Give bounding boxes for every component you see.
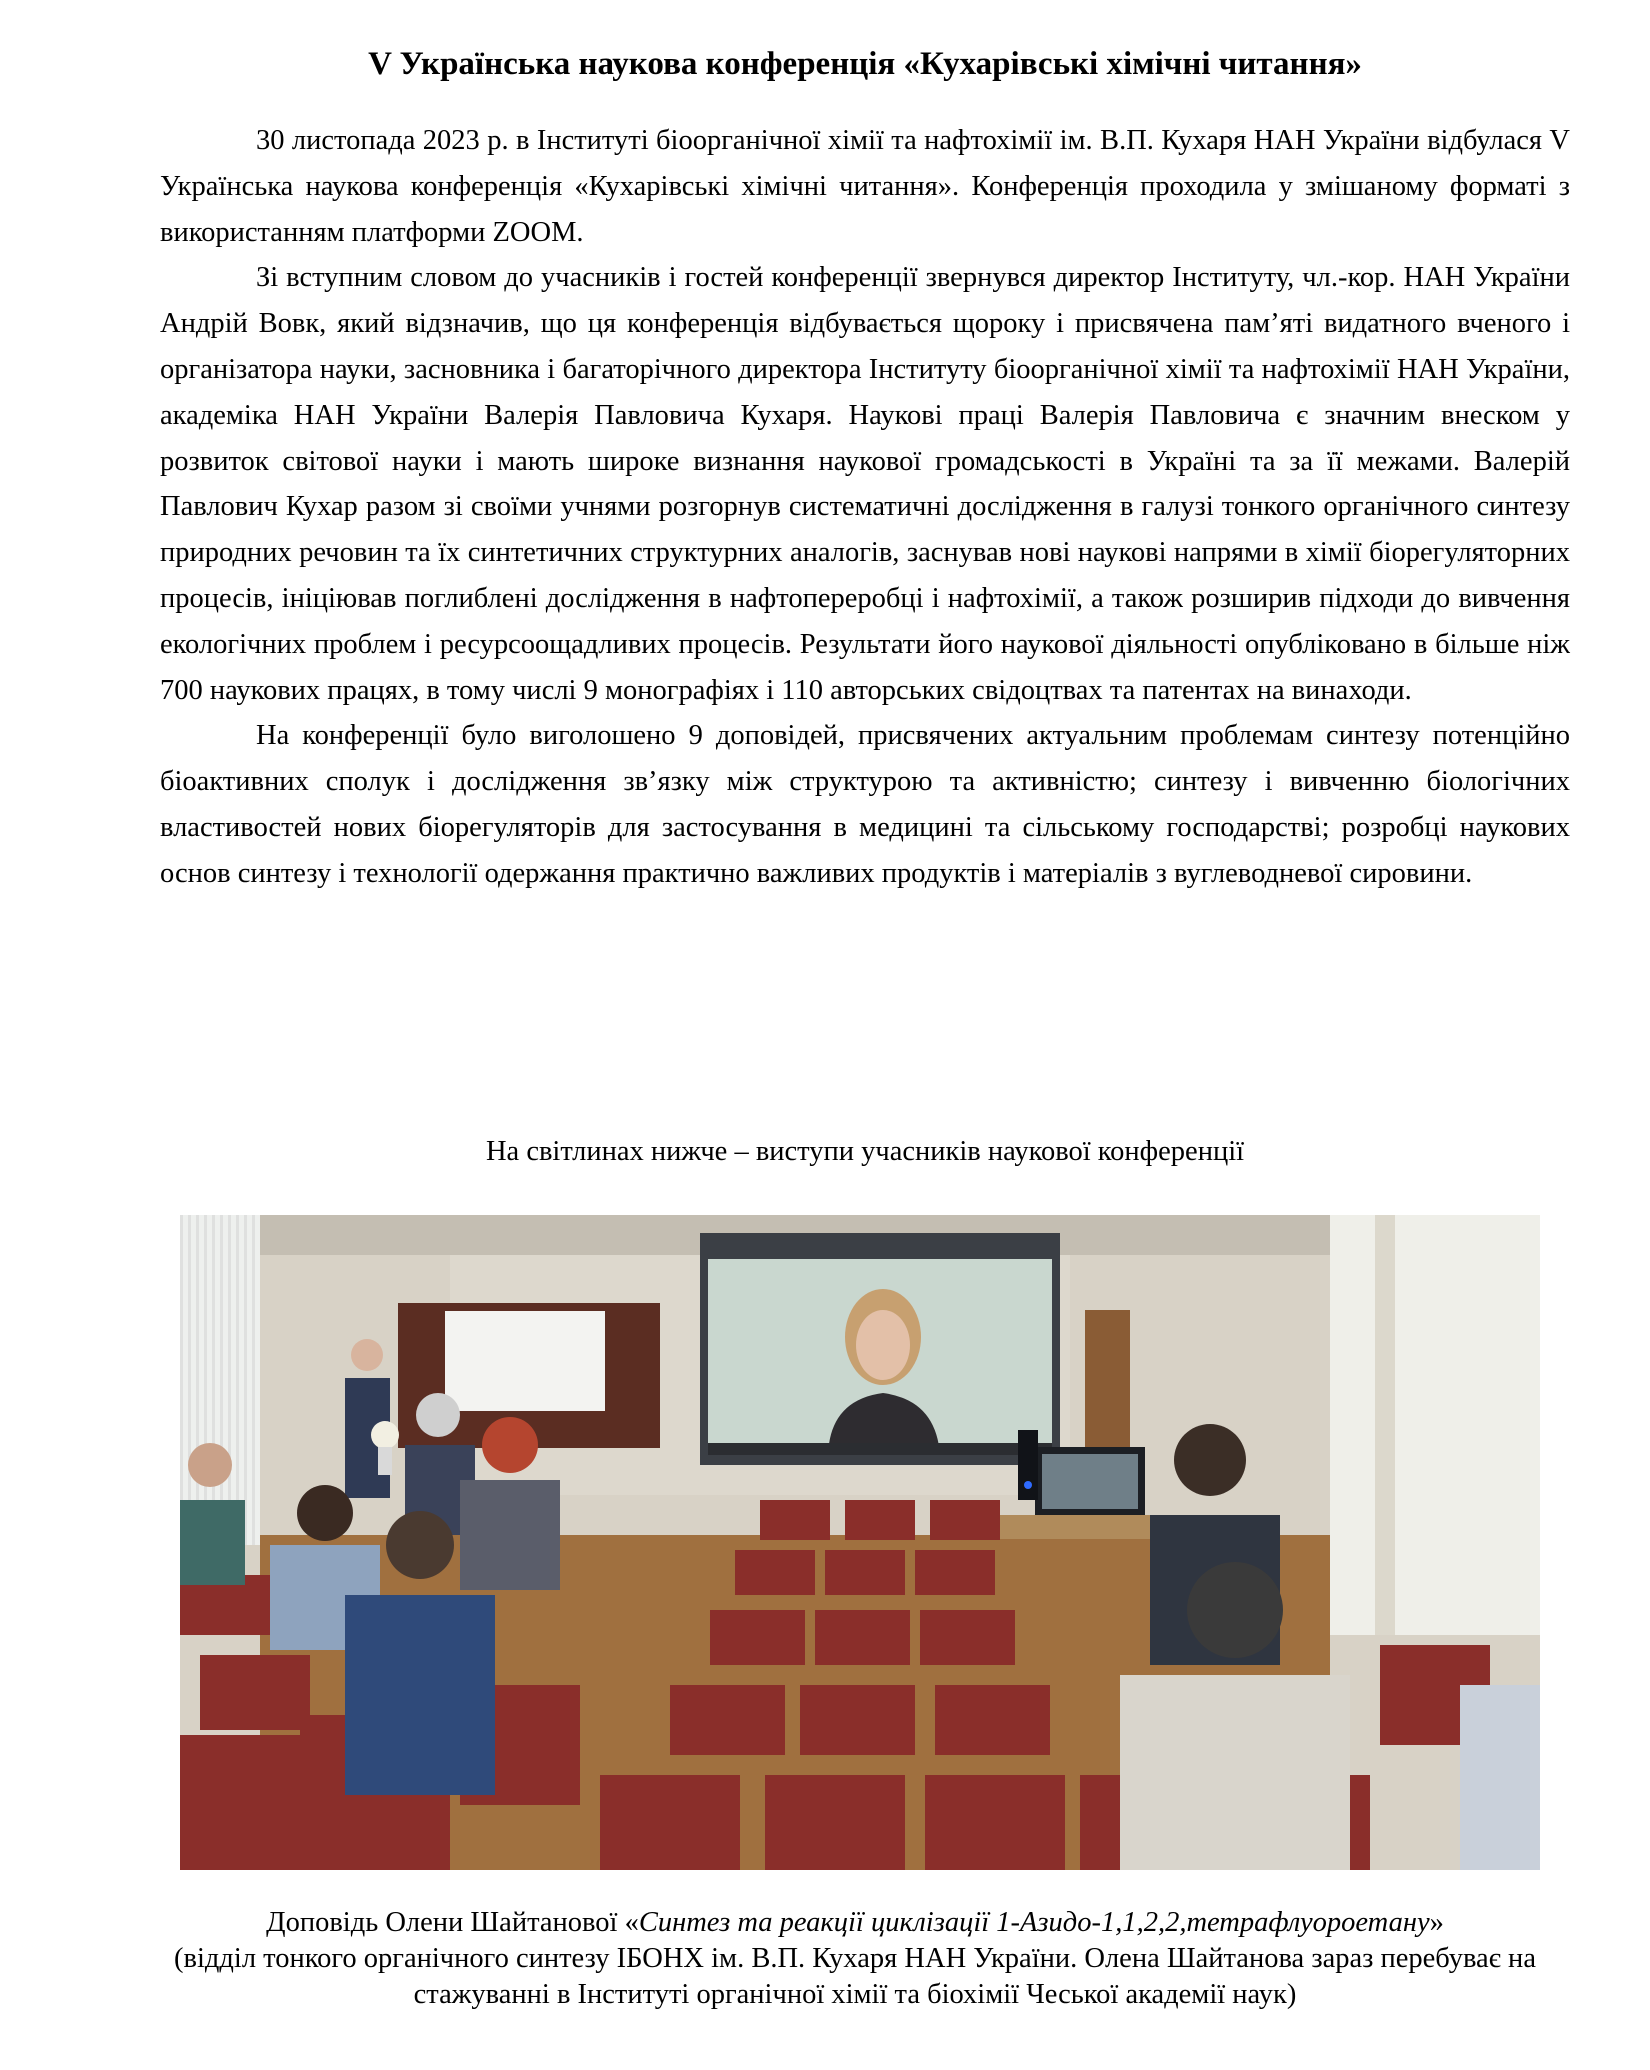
caption-italic-title: Синтез та реакції циклізації 1-Азидо-1,1,2,2,тетрафлуороетану bbox=[638, 1907, 1430, 1938]
caption-suffix: » bbox=[1429, 1907, 1444, 1938]
paragraph-3: На конференції було виголошено 9 доповідей, присвячених актуальним проблемам синтезу потенційно біоактивних сполук і дослідження зв’язку між структурою та активністю; синтезу і вивченню біологічних властивостей нових біорегуляторів для застосування в медицині та сільському господарстві; розробці наукових основ синтезу і технології одержання практично важливих продуктів і матеріалів з вуглеводневої сировини. bbox=[160, 720, 1570, 889]
caption-affiliation: (відділ тонкого органічного синтезу ІБОНХ ім. В.П. Кухаря НАН України. Олена Шайтанова зараз перебуває на стажуванні в Інституті органічної хімії та біохімії Чеської академії наук) bbox=[174, 1943, 1536, 2010]
paragraph-1: 30 листопада 2023 р. в Інституті біоорганічної хімії та нафтохімії ім. В.П. Кухаря НАН України відбулася V Українська наукова конференція «Кухарівські хімічні читання». Конференція проходила у змішаному форматі з використанням платформи ZOOM. bbox=[160, 125, 1570, 248]
paragraph-2: Зі вступним словом до учасників і гостей конференції звернувся директор Інституту, чл.-кор. НАН України Андрій Вовк, який відзначив, що ця конференція відбувається щороку і присвячена пам’яті видатного вченого і організатора науки, засновника і багаторічного директора Інституту біоорганічної хімії та нафтохімії НАН України, академіка НАН України Валерія Павловича Кухаря. Наукові праці Валерія Павловича є значним внеском у розвиток світової науки і мають широке визнання наукової громадськості в Україні та за її межами. Валерій Павлович Кухар разом зі своїми учнями розгорнув систематичні дослідження в галузі тонкого органічного синтезу природних речовин та їх синтетичних структурних аналогів, заснував нові наукові напрями в хімії біорегуляторних процесів, ініціював поглиблені дослідження в нафтопереробці і нафтохімії, а також розширив підходи до вивчення екологічних проблем і ресурсоощадливих процесів. Результати його наукової діяльності опубліковано в більше ніж 700 наукових працях, в тому числі 9 монографіях і 110 авторських свідоцтвах та патентах на винаходи. bbox=[160, 262, 1570, 706]
photo-caption bbox=[140, 1905, 1570, 2013]
caption-prefix: Доповідь Олени Шайтанової « bbox=[266, 1907, 639, 1938]
article-body bbox=[160, 118, 1570, 897]
conference-room-photo bbox=[180, 1215, 1540, 1870]
photo-intro-caption: На світлинах нижче – виступи учасників наукової конференції bbox=[485, 1136, 1245, 1167]
page-title: V Українська наукова конференція «Кухарівські хімічні читання» bbox=[368, 46, 1362, 82]
